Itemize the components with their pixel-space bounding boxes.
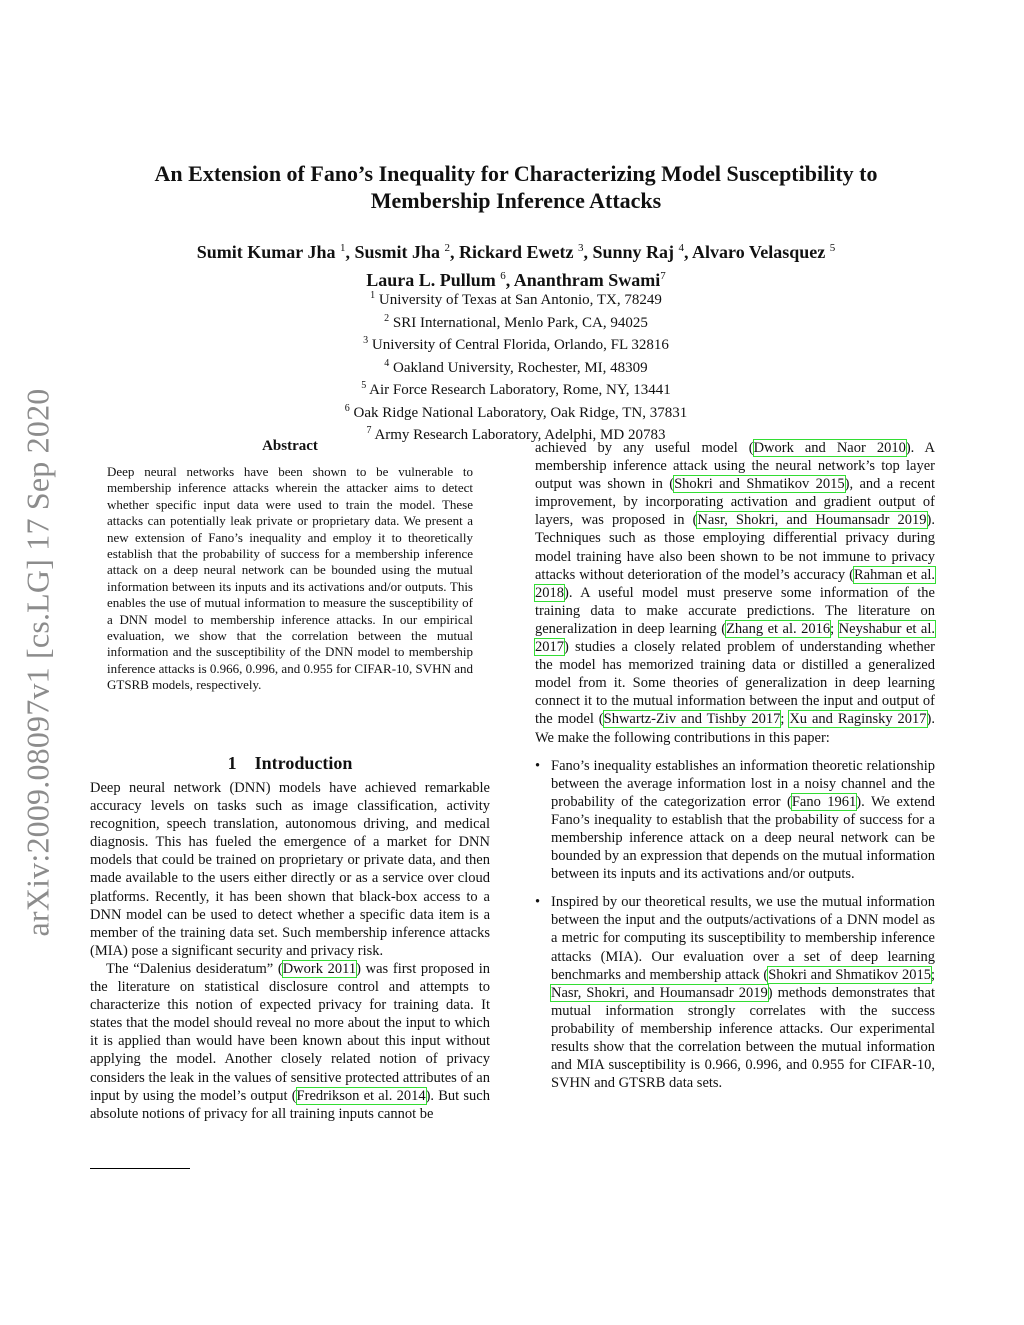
- text-run: ). We extend Fano’s inequality to establish that the probability of success for a membership inference attack on a deep neural network can be bounded by an expression that depends on the mutual information between its inputs and its activations and/or outputs.: [551, 793, 936, 883]
- affiliation-text: University of Central Florida, Orlando, FL 32816: [371, 337, 669, 353]
- author-sup: 3: [577, 242, 584, 254]
- text-run: ). But such absolute notions of privacy for all training inputs cannot be: [90, 1087, 490, 1122]
- author-name: Rickard Ewetz: [459, 242, 574, 262]
- text-run: The “Dalenius desideratum” (: [106, 960, 283, 977]
- text-run: ). A useful model must preserve some information of the training data to make accurate predictions. The literature on generalization in deep learning (: [535, 584, 935, 637]
- citation-link[interactable]: Dwork 2011: [282, 960, 357, 977]
- affiliation-sup: 3: [363, 335, 369, 346]
- affiliation: [100, 332, 932, 355]
- citation-link[interactable]: Fano 1961: [791, 793, 857, 810]
- affiliation: [100, 355, 932, 378]
- affiliation: [100, 287, 932, 310]
- affiliation-sup: 5: [361, 380, 367, 391]
- intro-paragraph-2: [90, 960, 490, 1123]
- paper-title: [100, 160, 932, 214]
- author-name: Laura L. Pullum: [366, 270, 496, 290]
- affiliation: [100, 400, 932, 423]
- section-title: Introduction: [254, 753, 353, 773]
- author-list: [100, 236, 932, 292]
- affiliation-list: [100, 287, 932, 445]
- affiliation-text: Army Research Laboratory, Adelphi, MD 20783: [374, 427, 666, 443]
- arxiv-stamp: [6, 352, 70, 972]
- author-line-2: Laura L. Pullum $^6$, Ananthram Swami$^7$: [366, 270, 666, 290]
- citation-link[interactable]: Nasr, Shokri, and Houmansadr 2019: [551, 984, 768, 1001]
- list-item: [535, 893, 935, 1092]
- contribution-list: [535, 757, 935, 1093]
- text-run: Inspired by our theoretical results, we use the mutual information between the input and the outputs/activations of a DNN model as a metric for computing its susceptibility to membership inference attacks (MIA). Our evaluation over a set of deep learning benchmarks and membership attack (: [551, 894, 935, 983]
- right-paragraph-1: [535, 439, 935, 747]
- affiliation-sup: 1: [370, 290, 376, 301]
- author-sup: 1: [339, 242, 346, 254]
- footnote-rule: [90, 1168, 190, 1169]
- citation-link[interactable]: Dwork and Naor 2010: [753, 440, 906, 456]
- author-name: Alvaro Velasquez: [692, 242, 826, 262]
- abstract-heading: Abstract: [262, 438, 318, 454]
- affiliation: [100, 310, 932, 333]
- citation-link[interactable]: Neyshabur et al. 2017: [535, 620, 935, 656]
- text-run: ) studies a closely related problem of understanding whether the model has memorized training data or distilled a generalized model from it. Some theories of generalization in deep learning connect it to the mutual information between the input and output of the model (: [535, 639, 935, 728]
- text-run: ;: [830, 620, 839, 637]
- affiliation-sup: 4: [384, 357, 390, 369]
- title-line-1: An Extension of Fano’s Inequality for Characterizing Model Susceptibility to: [154, 161, 878, 186]
- section-number: 1: [227, 753, 237, 773]
- affiliation-text: University of Texas at San Antonio, TX, 78249: [378, 292, 662, 308]
- citation-link[interactable]: Fredrikson et al. 2014: [296, 1087, 426, 1104]
- author-name: Sumit Kumar Jha: [196, 242, 336, 262]
- affiliation-sup: 6: [344, 402, 350, 414]
- left-column-body: [90, 779, 490, 1123]
- arxiv-stamp-text: arXiv:2009.08097v1 [cs.LG] 17 Sep 2020: [19, 388, 56, 936]
- affiliation: [100, 377, 932, 400]
- text-run: ). Techniques such as those employing differential privacy during model training have also been shown to be not immune to privacy attacks without deterioration of the model’s accuracy (: [535, 512, 935, 583]
- abstract-body: Deep neural networks have been shown to be vulnerable to membership inference attacks wherein the attacker aims to detect whether specific input data were used to train the model. These attacks can potentially leak private or proprietary data. We present a new extension of Fano’s inequality and employ it to theoretically establish that the probability of success for a membership inference attack on a deep neural network can be bounded using the mutual information between its inputs and its activations and/or outputs. This enables the use of mutual information to measure the susceptibility of a DNN model to membership inference attacks. In our empirical evaluation, we show that the correlation between the mutual information and the susceptibility of the DNN model to membership inference attacks is 0.966, 0.996, and 0.955 for CIFAR-10, SVHN and GTSRB models, respectively.: [107, 464, 473, 693]
- author-name: Sunny Raj: [592, 242, 675, 262]
- text-run: Fano’s inequality establishes an information theoretic relationship between the average information lost in a noisy channel and the probability of the categorization error (: [551, 757, 935, 810]
- affiliation-text: Air Force Research Laboratory, Rome, NY, 13441: [369, 382, 671, 398]
- text-run: ;: [930, 966, 935, 983]
- text-run: ;: [780, 711, 790, 728]
- affiliation-sup: 7: [366, 425, 372, 436]
- citation-link[interactable]: Shwartz-Ziv and Tishby 2017: [603, 711, 781, 728]
- affiliation-text: Oakland University, Rochester, MI, 48309: [393, 359, 648, 376]
- text-run: achieved by any useful model (: [535, 440, 754, 456]
- author-sup: 4: [678, 242, 685, 254]
- bullet-glyph: •: [535, 757, 541, 774]
- text-run: ). A membership inference attack using the neural network’s top layer output was shown in (: [535, 440, 935, 493]
- text-run: ) was first proposed in the literature on statistical disclosure control and attempts to characterize this notion of expected privacy for training data. It states that the model should reveal no more about the input to which it is applied than would have been known about this input without applying the model. Another closely related notion of privacy considers the leak in the values of sensitive protected attributes of an input by using the model’s output (: [90, 960, 491, 1104]
- text-run: ) methods demonstrates that mutual information strongly correlates with the success probability of membership inference attacks. Our experimental results show that the correlation between the mutual information and MIA susceptibility is 0.966, 0.996, and 0.955 for CIFAR-10, SVHN and GTSRB data sets.: [551, 984, 936, 1092]
- bullet-glyph: •: [535, 894, 541, 911]
- text-run: ), and a recent improvement, by incorporating activation and gradient output of layers, was proposed in (: [535, 476, 935, 529]
- author-sup: 2: [444, 242, 450, 254]
- citation-link[interactable]: Zhang et al. 2016: [726, 620, 831, 637]
- citation-link[interactable]: Shokri and Shmatikov 2015: [674, 476, 845, 493]
- affiliation-text: SRI International, Menlo Park, CA, 94025: [392, 314, 648, 331]
- author-sup: 6: [500, 270, 506, 282]
- section-heading-introduction: [90, 753, 490, 774]
- affiliation-text: Oak Ridge National Laboratory, Oak Ridge, TN, 37831: [353, 404, 688, 421]
- title-line-2: Membership Inference Attacks: [370, 188, 662, 213]
- citation-link[interactable]: Shokri and Shmatikov 2015: [768, 966, 931, 983]
- affiliation-sup: 2: [384, 312, 390, 324]
- author-sup: 7: [660, 270, 666, 282]
- right-column-body: [535, 439, 935, 1102]
- citation-link[interactable]: Xu and Raginsky 2017: [789, 711, 927, 728]
- citation-link[interactable]: Nasr, Shokri, and Houmansadr 2019: [697, 512, 927, 529]
- author-name: Ananthram Swami: [513, 270, 661, 290]
- author-name: Susmit Jha: [354, 242, 440, 262]
- citation-link[interactable]: Rahman et al. 2018: [535, 566, 935, 601]
- intro-paragraph-1: Deep neural network (DNN) models have achieved remarkable accuracy levels on tasks such as image classification, activity recognition, speech translation, autonomous driving, and medical diagnosis. This has fueled the emergence of a market for DNN models that could be trained on proprietary or private data, and then made available to the users either directly or as a service over cloud platforms. Recently, it has been shown that black-box access to a DNN model can be used to detect whether a specific data item is a member of the training data set. Such membership inference attacks (MIA) pose a significant security and privacy risk.: [90, 780, 490, 959]
- text-run: ). We make the following contributions in this paper:: [535, 711, 935, 746]
- author-sup: 5: [829, 242, 836, 254]
- list-item: [535, 757, 935, 884]
- author-line-1: Sumit Kumar Jha $^1$, Susmit Jha $^2$, Rickard Ewetz $^3$, Sunny Raj $^4$, Alvaro Velasquez $^5$: [196, 242, 836, 262]
